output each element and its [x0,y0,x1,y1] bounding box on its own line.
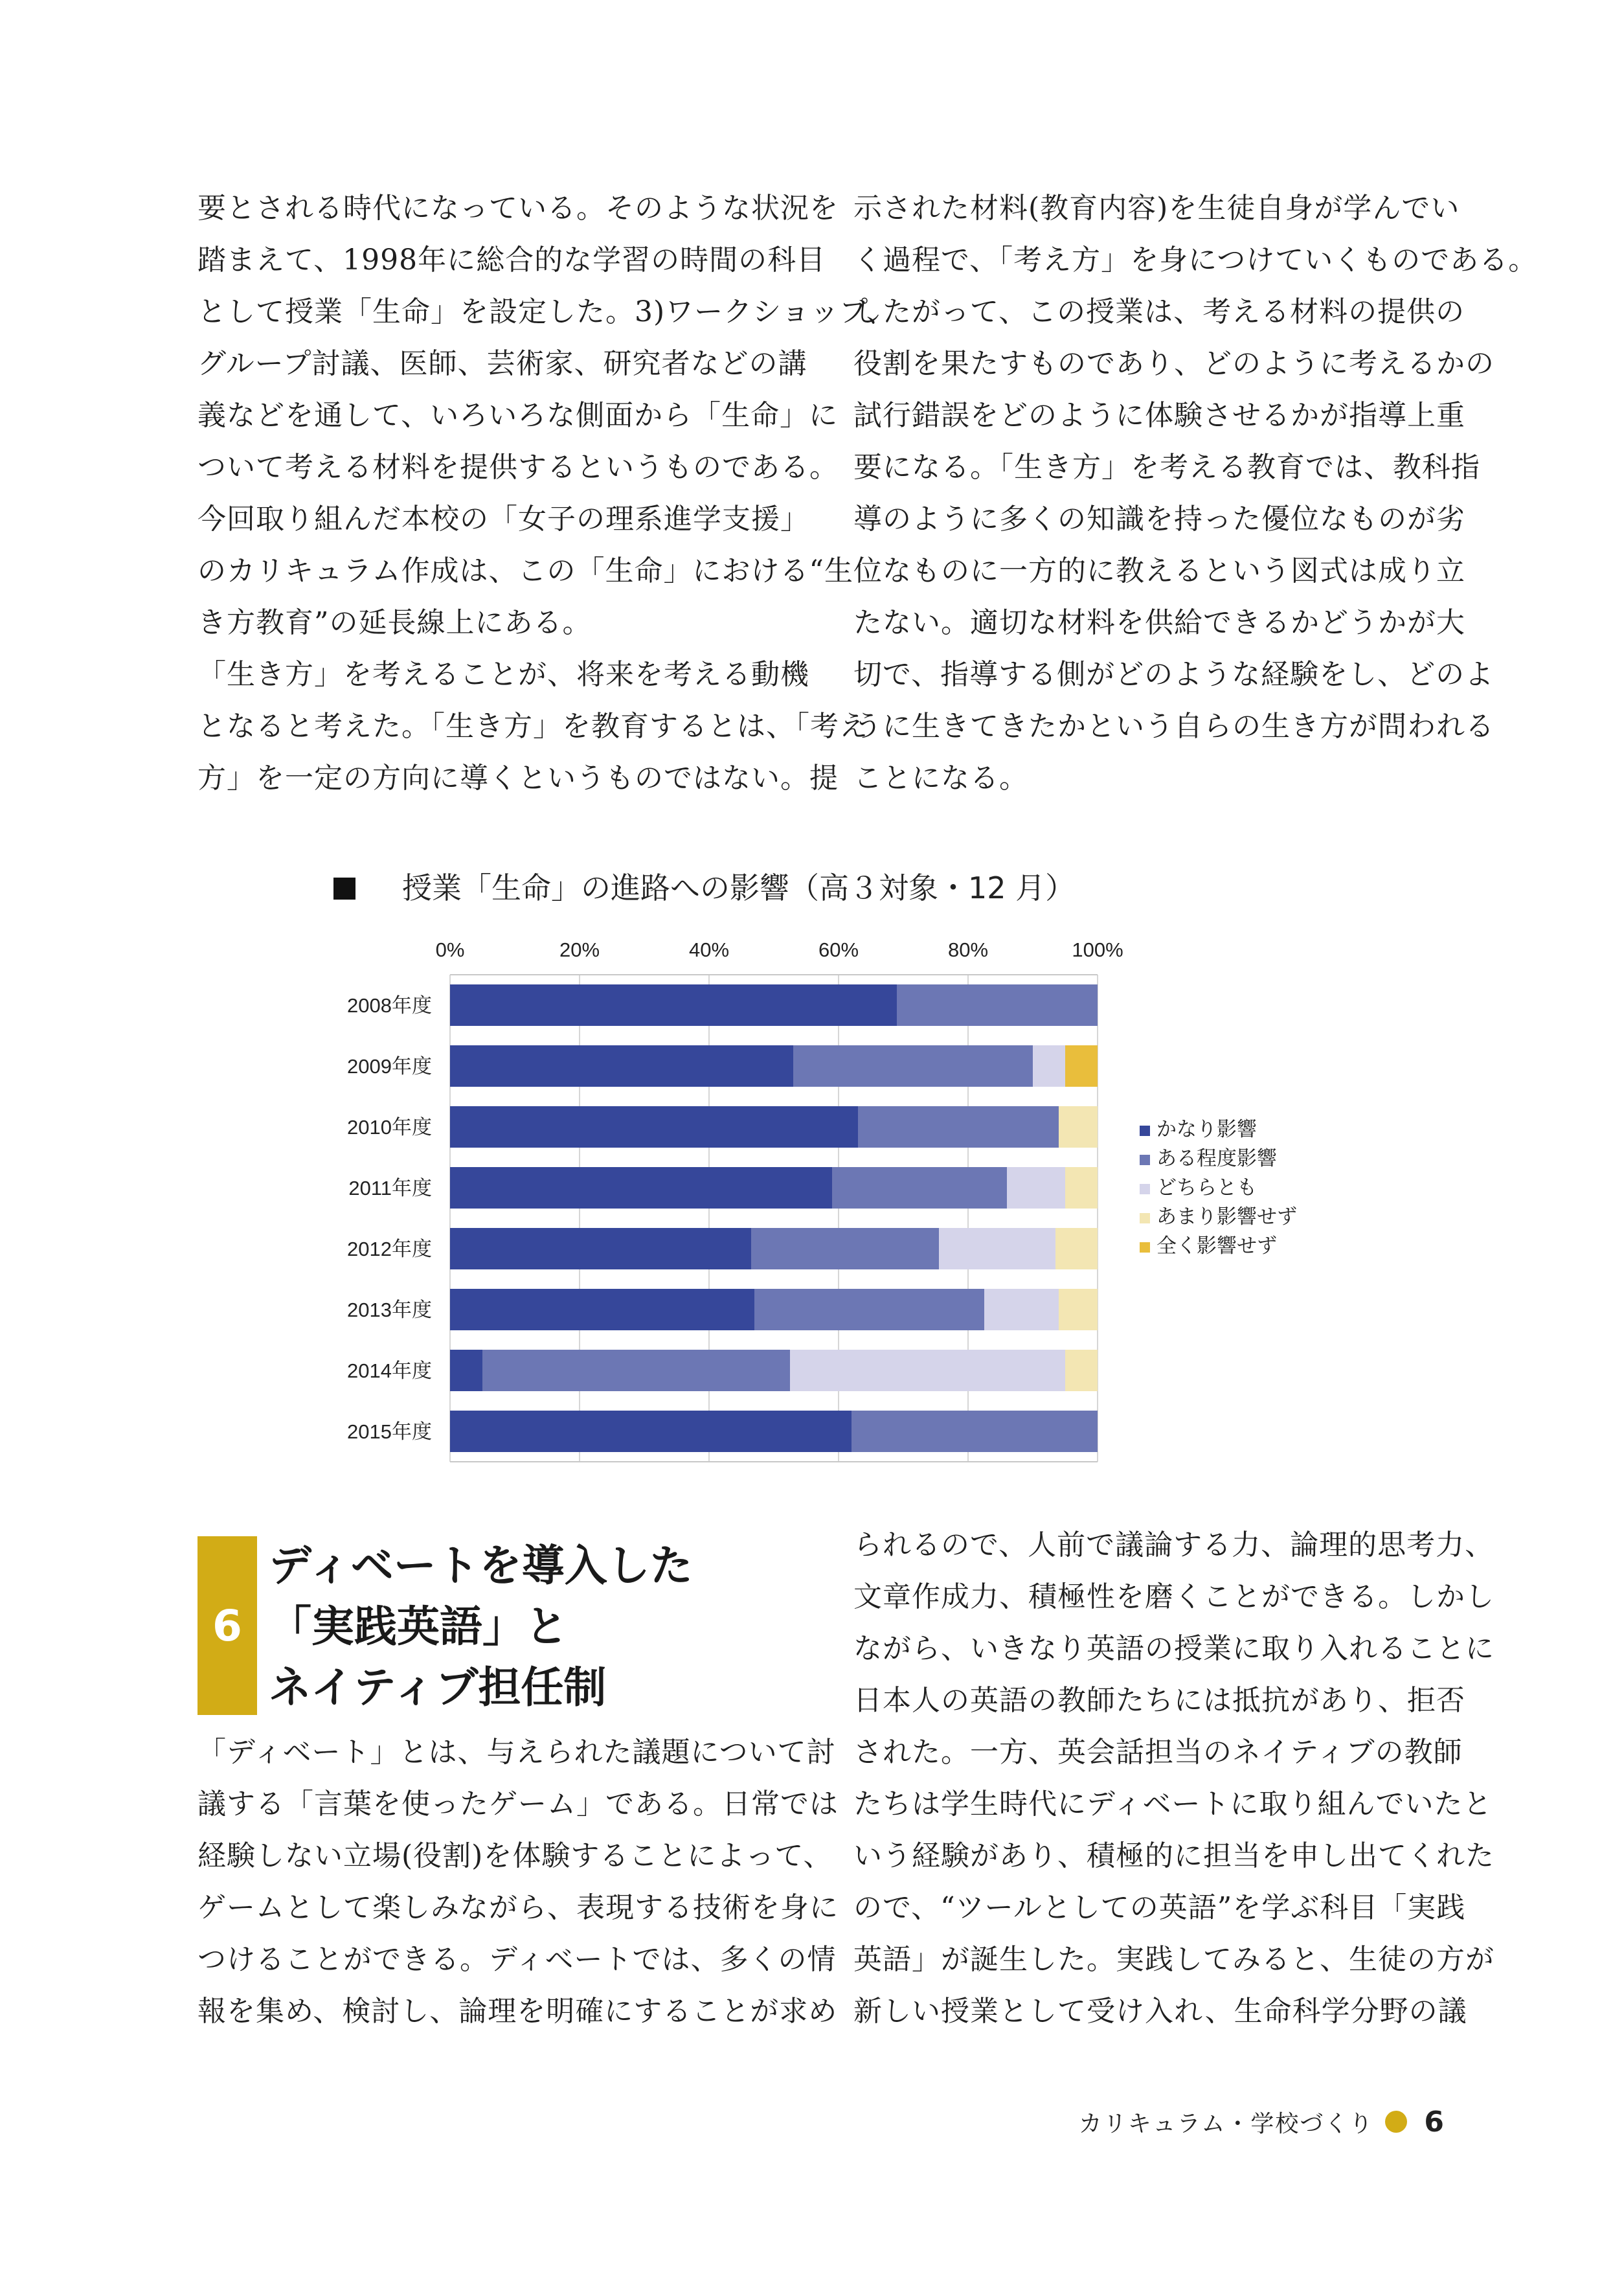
text-line: となると考えた。「生き方」を教育するとは、「考え [197,710,868,743]
text-line: 英語」が誕生した。実践してみると、生徒の方が [853,1943,1494,1976]
bar-segment [858,1106,1059,1148]
text-line: したがって、この授業は、考える材料の提供の [853,295,1465,328]
category-label: 2009年度 [347,1055,432,1078]
text-line: された。一方、英会話担当のネイティブの教師 [853,1736,1463,1769]
bar-segment [832,1167,1007,1209]
text-line: つけることができる。ディベートでは、多くの情 [197,1943,837,1976]
category-label: 2014年度 [347,1359,432,1382]
section-number: 6 [212,1600,242,1651]
text-line: 役割を果たすものであり、どのように考えるかの [853,347,1494,380]
body-column-top-left [197,183,896,804]
legend-label: 全く影響せず [1156,1234,1277,1257]
bar-segment [482,1350,790,1391]
legend-label: かなり影響 [1156,1118,1257,1141]
text-line: 経験しない立場(役割)を体験することによって、 [197,1839,833,1872]
bar-segment [450,1167,832,1209]
legend-swatch [1140,1213,1150,1223]
section-heading-line: ディベートを導入した [269,1540,693,1591]
legend-swatch [1140,1184,1150,1194]
bar-segment [897,984,1098,1026]
x-tick-label: 60% [818,938,859,961]
text-line: ながら、いきなり英語の授業に取り入れることに [853,1632,1494,1665]
legend-swatch [1140,1126,1150,1136]
text-line: く過程で、「考え方」を身につけていくものである。 [853,244,1538,277]
legend-label: どちらとも [1156,1176,1257,1199]
text-line: うに生きてきたかという自らの生き方が問われる [853,710,1494,743]
square-bullet-icon [333,878,355,900]
text-line: 義などを通して、いろいろな側面から「生命」に [197,399,839,432]
stacked-bar-chart [311,913,1321,1483]
bar-segment [1055,1228,1098,1269]
body-column-bottom-right [853,1519,1494,2038]
page-number: 6 [1424,2105,1444,2139]
bar-segment [1065,1167,1098,1209]
bar-segment [1033,1045,1065,1087]
text-line: 試行錯誤をどのように体験させるかが指導上重 [853,399,1465,432]
body-column-bottom-left [197,1727,839,2038]
text-line: たない。適切な材料を供給できるかどうかが大 [853,606,1465,639]
category-label: 2008年度 [347,994,432,1017]
bar-segment [754,1289,984,1330]
bar-segment [450,1350,482,1391]
section-heading [269,1535,839,1718]
text-line: 報を集め、検討し、論理を明確にすることが求め [197,1995,838,2028]
page-footer [1068,2102,1444,2141]
category-label: 2013年度 [347,1299,432,1321]
bar-segment [751,1228,939,1269]
text-line: のカリキュラム作成は、この「生命」における“生 [197,554,854,587]
text-line: 新しい授業として受け入れ、生命科学分野の議 [853,1995,1467,2028]
text-line: 「生き方」を考えることが、将来を考える動機 [197,658,809,691]
text-line: 示された材料(教育内容)を生徒自身が学んでい [853,192,1460,225]
bar-segment [1007,1167,1065,1209]
text-line: ので、“ツールとしての英語”を学ぶ科目「実践 [853,1891,1466,1924]
bar-segment [450,1045,793,1087]
legend-swatch [1140,1242,1150,1253]
bar-segment [450,1228,751,1269]
text-line: 文章作成力、積極性を磨くことができる。しかし [853,1580,1494,1613]
text-line: られるので、人前で議論する力、論理的思考力、 [853,1528,1494,1562]
legend-swatch [1140,1155,1150,1165]
bar-segment [793,1045,1033,1087]
bar-segment [450,984,897,1026]
text-line: 要とされる時代になっている。そのような状況を [197,192,839,225]
legend-label: ある程度影響 [1156,1147,1277,1170]
section-heading-line: ネイティブ担任制 [269,1662,607,1712]
bar-segment [851,1411,1098,1452]
x-tick-label: 100% [1072,938,1123,961]
chart-title-text: 授業「生命」の進路への影響（高３対象・12 月） [402,870,1076,905]
category-label: 2015年度 [347,1420,432,1443]
bar-segment [450,1411,851,1452]
text-line: 「ディベート」とは、与えられた議題について討 [197,1736,836,1769]
text-line: ことになる。 [853,762,1028,795]
text-line: 方」を一定の方向に導くというものではない。提 [197,762,839,795]
footer-title: カリキュラム・学校づくり [1078,2110,1374,2137]
text-line: き方教育”の延長線上にある。 [197,606,592,639]
text-line: 切で、指導する側がどのような経験をし、どのよ [853,658,1494,691]
bar-segment [1065,1045,1098,1087]
text-line: 要になる。「生き方」を考える教育では、教科指 [853,451,1480,484]
legend-label: あまり影響せず [1156,1205,1297,1228]
bar-segment [790,1350,1065,1391]
body-column-top-right [853,183,1538,804]
chart-title [333,865,1075,907]
text-line: 今回取り組んだ本校の「女子の理系進学支援」 [197,503,809,536]
text-line: 日本人の英語の教師たちには抵抗があり、拒否 [853,1684,1465,1717]
text-line: 位なものに一方的に教えるという図式は成り立 [853,554,1465,587]
x-tick-label: 0% [435,938,465,961]
text-line: ゲームとして楽しみながら、表現する技術を身に [197,1891,839,1924]
category-label: 2011年度 [348,1177,432,1199]
category-label: 2010年度 [347,1116,432,1139]
section-number-badge [197,1536,257,1715]
bar-segment [1065,1350,1098,1391]
x-tick-label: 80% [947,938,989,961]
footer-dot-icon [1385,2111,1407,2133]
bar-segment [984,1289,1059,1330]
text-line: として授業「生命」を設定した。3)ワークショップ、 [197,295,896,328]
bar-segment [1059,1106,1098,1148]
category-label: 2012年度 [347,1238,432,1260]
text-line: ついて考える材料を提供するというものである。 [197,451,839,484]
text-line: たちは学生時代にディベートに取り組んでいたと [853,1788,1493,1821]
text-line: 踏まえて、1998年に総合的な学習の時間の科目 [197,244,826,277]
section-heading-line: 「実践英語」と [269,1601,568,1652]
x-tick-label: 40% [688,938,730,961]
text-line: 導のように多くの知識を持った優位なものが劣 [853,503,1465,536]
text-line: いう経験があり、積極的に担当を申し出てくれた [853,1839,1494,1872]
bar-segment [450,1289,754,1330]
bar-segment [939,1228,1055,1269]
bar-segment [450,1106,858,1148]
bar-segment [1059,1289,1098,1330]
text-line: 議する「言葉を使ったゲーム」である。日常では [197,1788,839,1821]
text-line: グループ討議、医師、芸術家、研究者などの講 [197,347,807,380]
x-tick-label: 20% [559,938,600,961]
